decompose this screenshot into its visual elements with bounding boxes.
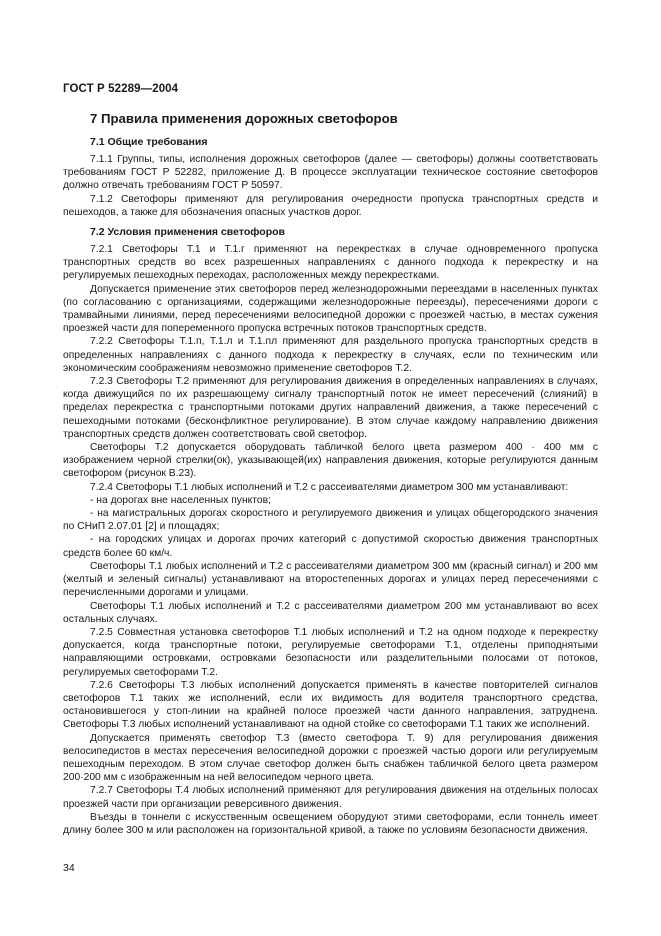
paragraph-7-2-3: 7.2.3 Светофоры Т.2 применяют для регулирования движения в определенных направлениях в случаях, когда движущийся по их разрешающему сигналу транспортный поток не имеет пересечений (слияний) в пределах перекрестка с транспортными потоками других направлений движения, а также пересечений с пешеходными потоками (бесконфликтное регулирование). В этом случае каждому направлению движения транспортных средств должен соответствовать свой светофор. [63, 376, 598, 440]
paragraph-7-2-1: 7.2.1 Светофоры Т.1 и Т.1.г применяют на перекрестках в случае одновременного пропуска транспортных средств во всех разрешенных направлениях с данного подхода к перекрестку и на регулируемых пешеходных переходах, расположенных между перекрестками. [63, 244, 598, 282]
paragraph-7-2-7: 7.2.7 Светофоры Т.4 любых исполнений применяют для регулирования движения на отдельных полосах проезжей части при организации реверсивного движения. [63, 785, 598, 810]
subsection-title-7-2: 7.2 Условия применения светофоров [90, 226, 285, 239]
paragraph-7-2-4: 7.2.4 Светофоры Т.1 любых исполнений и Т.2 с рассеивателями диаметром 300 мм устанавливают: [90, 481, 569, 493]
paragraph: Допускается применять светофор Т.3 (вместо светофора Т. 9) для регулирования движения велосипедистов в местах пересечения велосипедной дорожки с проезжей частью дороги или регулируемым пешеходным переходом. В этом случае светофор должен быть снабжен табличкой белого цвета размером 200·200 мм с изображенным на ней велосипедом черного цвета. [63, 732, 598, 784]
list-item: - на городских улицах и дорогах прочих категорий с допустимой скоростью движения транспортных средств более 60 км/ч. [63, 534, 598, 559]
page-number: 34 [63, 862, 75, 874]
list-item: - на дорогах вне населенных пунктов; [90, 494, 271, 506]
paragraph: Въезды в тоннели с искусственным освещением оборудуют этими светофорами, если тоннель имеет длину более 300 м или расположен на горизонтальной кривой, а также по условиям безопасности движения. [63, 811, 598, 836]
paragraph: Светофоры Т.1 любых исполнений и Т.2 с рассеивателями диаметром 200 мм устанавливают во всех остальных случаях. [63, 600, 598, 625]
list-item: - на магистральных дорогах скоростного и регулируемого движения и улицах общегородского значения по СНиП 2.07.01 [2] и площадях; [63, 508, 598, 533]
paragraph-7-1-1: 7.1.1 Группы, типы, исполнения дорожных светофоров (далее — светофоры) должны соответствовать требованиям ГОСТ Р 52282, приложение Д. В процессе эксплуатации техническое состояние светофоров должно отвечать требованиям ГОСТ Р 50597. [63, 154, 598, 192]
subsection-title-7-1: 7.1 Общие требования [90, 136, 208, 148]
paragraph-7-2-2: 7.2.2 Светофоры Т.1.п, Т.1.л и Т.1.пл применяют для раздельного пропуска транспортных средств в определенных направлениях с данного подхода к перекрестку в случаях, если по техническим или экономическим соображениям невозможно применение светофоров Т.2. [63, 336, 598, 374]
section-title: 7 Правила применения дорожных светофоров [90, 111, 398, 126]
paragraph-7-2-6: 7.2.6 Светофоры Т.3 любых исполнений допускается применять в качестве повторителей сигналов светофоров Т.1 таких же исполнений, если их видимость для водителя транспортного средства, остановившегося у стоп-линии на крайней полосе проезжей части данного направления, затруднена. Светофоры Т.3 любых исполнений устанавливают на одной стойке со светофорами Т.1 таких же исполнений. [63, 679, 598, 731]
paragraph: Допускается применение этих светофоров перед железнодорожными переездами в населенных пунктах (по согласованию с организациями, содержащими железнодорожные переезды), пересечениями дороги с трамвайными линиями, перед пересечениями велосипедной дорожки с проезжей частью, в местах сужения проезжей части для попеременного пропуска встречных потоков транспортных средств. [63, 283, 598, 335]
paragraph: Светофоры Т.2 допускается оборудовать табличкой белого цвета размером 400 · 400 мм с изображением черной стрелки(ок), указывающей(их) направления движения, которые регулируются данным светофором (рисунок В.23). [63, 442, 598, 480]
standard-header: ГОСТ Р 52289—2004 [63, 83, 179, 95]
page-content [63, 111, 598, 837]
paragraph-7-2-5: 7.2.5 Совместная установка светофоров Т.1 любых исполнений и Т.2 на одном подходе к перекрестку допускается, когда транспортные потоки, регулируемые светофорами Т.1, отделены приподнятыми направляющими островками, островками безопасности или разделительными полосами от потоков, регулируемых светофорами Т.2. [63, 626, 598, 678]
paragraph-7-1-2: 7.1.2 Светофоры применяют для регулирования очередности пропуска транспортных средств и пешеходов, а также для обозначения опасных участков дорог. [63, 193, 598, 218]
paragraph: Светофоры Т.1 любых исполнений и Т.2 с рассеивателями диаметром 300 мм (красный сигнал) и 200 мм (желтый и зеленый сигналы) устанавливают на второстепенных дорогах и улицах перед пересечениями с перечисленными дорогами и улицами. [63, 560, 598, 599]
